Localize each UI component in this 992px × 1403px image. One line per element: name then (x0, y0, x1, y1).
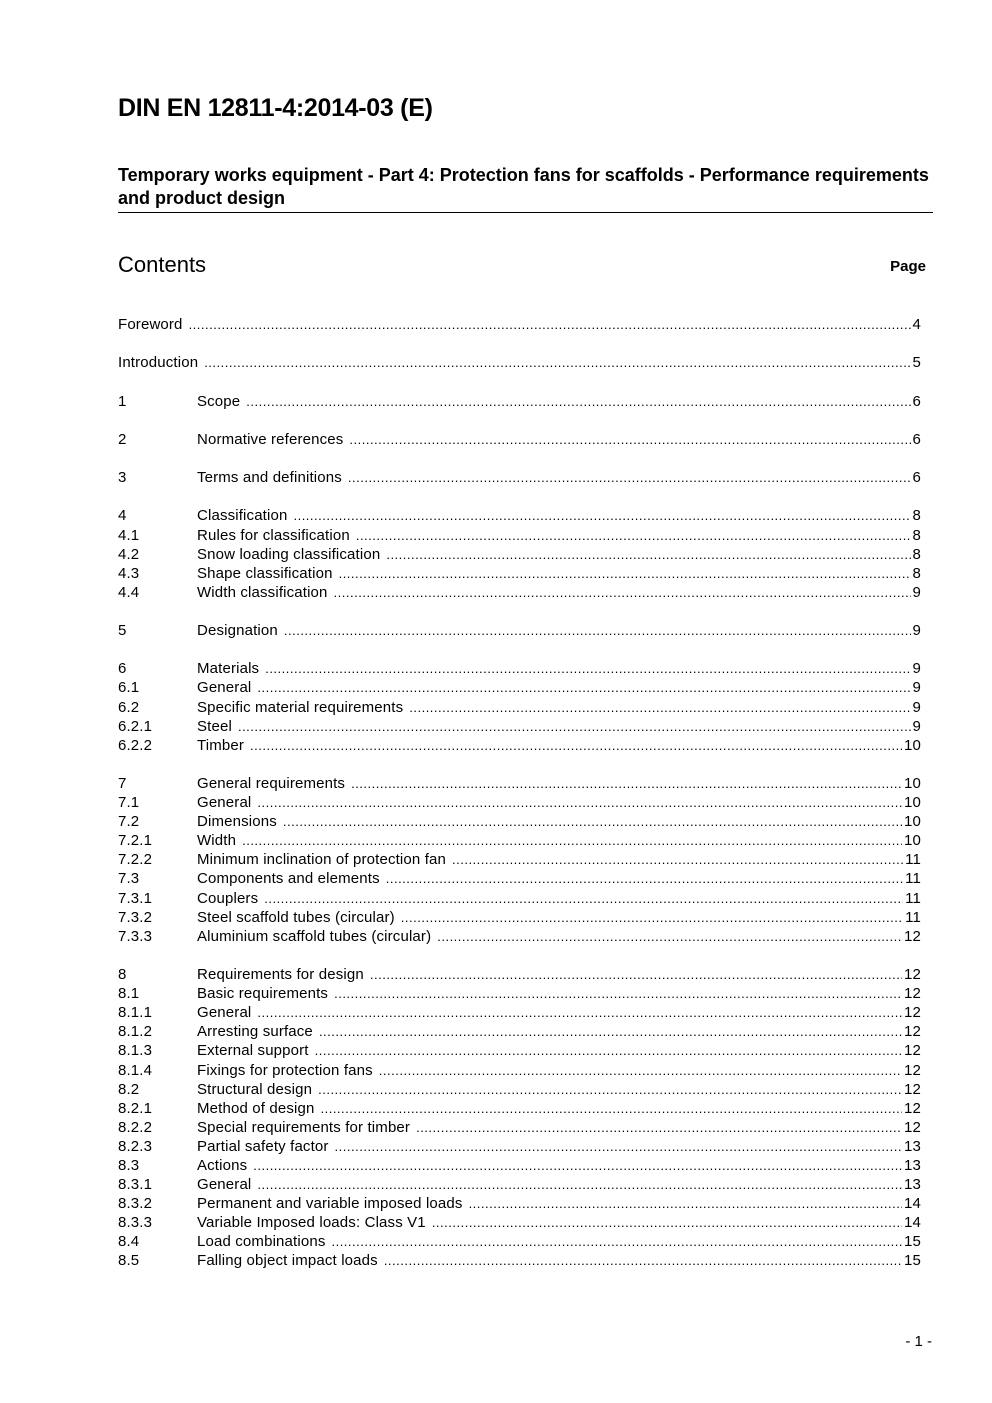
toc-leader-dots (384, 1251, 902, 1270)
toc-entry[interactable] (118, 908, 921, 927)
toc-entry-number: 4.2 (118, 545, 140, 563)
toc-entry-page: 12 (904, 1080, 921, 1098)
toc-entry-page: 5 (912, 354, 921, 372)
toc-entry[interactable] (118, 1041, 921, 1060)
toc-entry[interactable] (118, 1118, 921, 1137)
toc-leader-dots (351, 774, 902, 793)
toc-entry-number: 8.3 (118, 1156, 140, 1174)
toc-entry-number: 6.2.2 (118, 736, 153, 754)
toc-entry[interactable] (118, 545, 921, 564)
toc-leader-dots (319, 1022, 902, 1041)
toc-entry-page: 12 (904, 1023, 921, 1041)
contents-heading: Contents (118, 252, 207, 277)
toc-entry-number: 8.3.1 (118, 1176, 153, 1194)
toc-entry-title: External support (197, 1042, 309, 1060)
toc-entry-title: Minimum inclination of protection fan (197, 851, 446, 869)
toc-entry-title: General (197, 1004, 252, 1022)
toc-entry-page: 9 (912, 583, 921, 601)
toc-entry[interactable] (118, 526, 921, 545)
toc-entry-number: 8.2.2 (118, 1118, 153, 1136)
toc-entry-title: Steel (197, 717, 232, 735)
toc-entry[interactable] (118, 583, 921, 602)
toc-entry-page: 15 (904, 1252, 921, 1270)
toc-entry-page: 12 (904, 1042, 921, 1060)
toc-entry-page: 13 (904, 1156, 921, 1174)
toc-entry-number: 3 (118, 469, 127, 487)
toc-leader-dots (339, 564, 911, 583)
toc-entry-page: 12 (904, 985, 921, 1003)
toc-leader-dots (409, 698, 910, 717)
toc-entry-page: 15 (904, 1233, 921, 1251)
toc-entry-page: 10 (904, 775, 921, 792)
toc-entry-page: 12 (904, 966, 921, 984)
toc-entry-number: 8.3.3 (118, 1214, 153, 1232)
toc-entry[interactable] (118, 698, 921, 717)
toc-entry-page: 6 (912, 469, 921, 487)
toc-entry-title: Classification (197, 507, 288, 525)
toc-entry[interactable] (118, 353, 921, 372)
toc-entry[interactable] (118, 659, 921, 678)
toc-entry-title: Designation (197, 622, 278, 640)
toc-entry-page: 12 (904, 1061, 921, 1079)
toc-entry-page: 11 (905, 851, 921, 869)
toc-entry-page: 9 (912, 717, 921, 735)
toc-entry-title: Basic requirements (197, 985, 329, 1003)
toc-leader-dots (283, 812, 902, 831)
toc-entry-title: General (197, 1176, 252, 1194)
toc-entry-title: Aluminium scaffold tubes (circular) (197, 927, 432, 945)
toc-entry-title: Width (197, 832, 237, 850)
toc-entry-title: Dimensions (197, 813, 277, 831)
toc-entry[interactable] (118, 869, 921, 888)
toc-leader-dots (189, 315, 911, 334)
toc-entry[interactable] (118, 736, 921, 755)
toc-entry-number: 7.2.2 (118, 851, 153, 869)
toc-entry[interactable] (118, 831, 921, 850)
toc-entry-title: Materials (197, 660, 260, 678)
toc-entry-title: Special requirements for timber (197, 1118, 411, 1136)
toc-entry[interactable] (118, 621, 921, 640)
toc-entry[interactable] (118, 812, 921, 831)
toc-entry[interactable] (118, 468, 921, 487)
toc-leader-dots (257, 1175, 902, 1194)
toc-entry-page: 12 (904, 927, 921, 945)
toc-entry-number: 7.2 (118, 813, 140, 831)
toc-entry-page: 6 (912, 392, 921, 410)
toc-entry[interactable] (118, 1080, 921, 1099)
toc-entry-title: General (197, 679, 252, 697)
toc-entry-title: Steel scaffold tubes (circular) (197, 908, 395, 926)
toc-leader-dots (386, 545, 910, 564)
toc-leader-dots (348, 468, 911, 487)
toc-entry-number: 8.2 (118, 1080, 140, 1098)
toc-entry-title: General requirements (197, 775, 346, 792)
toc-entry-page: 13 (904, 1176, 921, 1194)
toc-entry-page: 10 (904, 736, 921, 754)
toc-leader-dots (469, 1194, 902, 1213)
toc-entry-title: Arresting surface (197, 1023, 313, 1041)
toc-entry-number: 7.3.2 (118, 908, 153, 926)
toc-entry[interactable] (118, 564, 921, 583)
document-id: DIN EN 12811-4:2014-03 (E) (118, 94, 433, 122)
toc-entry-number: 7.3.1 (118, 889, 153, 907)
toc-entry[interactable] (118, 1213, 921, 1232)
toc-entry[interactable] (118, 1022, 921, 1041)
toc-entry[interactable] (118, 984, 921, 1003)
toc-entry-page: 11 (905, 889, 921, 907)
toc-entry-number: 8.2.1 (118, 1099, 153, 1117)
toc-entry-page: 9 (912, 698, 921, 716)
toc-leader-dots (386, 869, 903, 888)
toc-entry[interactable] (118, 1003, 921, 1022)
toc-entry[interactable] (118, 430, 921, 449)
toc-entry-number: 1 (118, 392, 127, 410)
toc-entry-number: 8.5 (118, 1252, 140, 1270)
toc-leader-dots (242, 831, 902, 850)
toc-entry[interactable] (118, 1061, 921, 1080)
table-of-contents (118, 315, 921, 1271)
toc-entry-title: Fixings for protection fans (197, 1061, 373, 1079)
toc-leader-dots (284, 621, 911, 640)
toc-leader-dots (246, 392, 910, 411)
toc-entry-title: Partial safety factor (197, 1137, 329, 1155)
toc-entry-title: Falling object impact loads (197, 1252, 378, 1270)
toc-entry[interactable] (118, 927, 921, 946)
toc-entry[interactable] (118, 1194, 921, 1213)
toc-entry-number: 7 (118, 775, 127, 792)
toc-entry-title: Rules for classification (197, 526, 350, 544)
toc-leader-dots (349, 430, 910, 449)
toc-entry-title: Structural design (197, 1080, 313, 1098)
toc-leader-dots (293, 506, 910, 525)
toc-entry-page: 14 (904, 1195, 921, 1213)
toc-entry-number: 4 (118, 507, 127, 525)
toc-entry[interactable] (118, 506, 921, 525)
toc-leader-dots (250, 736, 902, 755)
toc-entry-title: Scope (197, 392, 241, 410)
toc-leader-dots (334, 583, 911, 602)
toc-entry-title: Terms and definitions (197, 469, 342, 487)
toc-entry-number: 4.4 (118, 583, 140, 601)
toc-leader-dots (452, 850, 903, 869)
toc-entry-page: 9 (912, 660, 921, 678)
toc-entry-title: Normative references (197, 430, 344, 448)
toc-leader-dots (401, 908, 903, 927)
toc-leader-dots (265, 659, 910, 678)
toc-leader-dots (257, 678, 910, 697)
toc-entry-page: 13 (904, 1137, 921, 1155)
toc-leader-dots (320, 1099, 902, 1118)
toc-entry-title: Variable Imposed loads: Class V1 (197, 1214, 426, 1232)
toc-leader-dots (264, 889, 903, 908)
toc-entry-title: Introduction (118, 354, 199, 372)
page-number: - 1 - (905, 1333, 932, 1350)
toc-entry-page: 8 (912, 564, 921, 582)
toc-leader-dots (370, 965, 902, 984)
toc-leader-dots (379, 1061, 902, 1080)
toc-entry-number: 8.1.2 (118, 1023, 153, 1041)
page-column-label: Page (890, 258, 926, 275)
toc-entry-title: Shape classification (197, 564, 333, 582)
toc-leader-dots (335, 1137, 902, 1156)
toc-entry-number: 6 (118, 660, 127, 678)
toc-leader-dots (318, 1080, 902, 1099)
toc-entry-page: 10 (904, 832, 921, 850)
toc-entry[interactable] (118, 774, 921, 793)
toc-entry-title: Specific material requirements (197, 698, 404, 716)
toc-entry-number: 6.2.1 (118, 717, 153, 735)
document-subtitle: Temporary works equipment - Part 4: Protection fans for scaffolds - Performance requirements and product design (118, 164, 933, 213)
toc-entry-number: 8.2.3 (118, 1137, 153, 1155)
toc-entry[interactable] (118, 678, 921, 697)
toc-entry-number: 8.4 (118, 1233, 140, 1251)
toc-entry-title: Requirements for design (197, 966, 364, 984)
toc-entry-page: 9 (912, 679, 921, 697)
toc-leader-dots (257, 793, 902, 812)
toc-leader-dots (356, 526, 911, 545)
toc-entry[interactable] (118, 1232, 921, 1251)
toc-entry[interactable] (118, 1137, 921, 1156)
toc-entry-number: 6.1 (118, 679, 140, 697)
toc-leader-dots (331, 1232, 902, 1251)
toc-entry-title: Snow loading classification (197, 545, 381, 563)
toc-entry-title: General (197, 794, 252, 812)
toc-entry-number: 8 (118, 966, 127, 984)
toc-entry[interactable] (118, 717, 921, 736)
toc-entry-number: 8.3.2 (118, 1195, 153, 1213)
toc-leader-dots (238, 717, 911, 736)
toc-entry[interactable] (118, 793, 921, 812)
toc-entry[interactable] (118, 965, 921, 984)
toc-entry-number: 8.1.3 (118, 1042, 153, 1060)
toc-entry-title: Couplers (197, 889, 259, 907)
toc-leader-dots (204, 353, 910, 372)
toc-entry-number: 2 (118, 430, 127, 448)
toc-leader-dots (432, 1213, 902, 1232)
toc-entry-page: 8 (912, 507, 921, 525)
toc-entry-number: 7.3.3 (118, 927, 153, 945)
toc-entry-page: 8 (912, 545, 921, 563)
toc-entry-page: 11 (905, 908, 921, 926)
toc-entry-number: 6.2 (118, 698, 140, 716)
toc-entry[interactable] (118, 1175, 921, 1194)
toc-entry-page: 4 (912, 316, 921, 333)
toc-entry-title: Load combinations (197, 1233, 326, 1251)
toc-entry-title: Actions (197, 1156, 248, 1174)
toc-entry-page: 6 (912, 430, 921, 448)
toc-entry[interactable] (118, 315, 921, 334)
toc-entry-number: 7.3 (118, 870, 140, 888)
toc-entry[interactable] (118, 889, 921, 908)
toc-leader-dots (253, 1156, 902, 1175)
toc-entry-page: 10 (904, 794, 921, 812)
toc-entry-page: 14 (904, 1214, 921, 1232)
toc-leader-dots (334, 984, 902, 1003)
toc-entry-title: Components and elements (197, 870, 380, 888)
toc-entry-page: 12 (904, 1004, 921, 1022)
toc-entry[interactable] (118, 392, 921, 411)
toc-entry-number: 8.1.1 (118, 1004, 153, 1022)
toc-entry-page: 8 (912, 526, 921, 544)
toc-leader-dots (257, 1003, 902, 1022)
toc-entry-page: 10 (904, 813, 921, 831)
toc-entry-title: Width classification (197, 583, 328, 601)
toc-entry-number: 7.2.1 (118, 832, 153, 850)
toc-entry-number: 7.1 (118, 794, 140, 812)
toc-entry[interactable] (118, 850, 921, 869)
toc-entry-page: 12 (904, 1118, 921, 1136)
toc-entry-page: 9 (912, 622, 921, 640)
toc-entry-page: 12 (904, 1099, 921, 1117)
toc-leader-dots (437, 927, 902, 946)
toc-entry-title: Method of design (197, 1099, 315, 1117)
toc-entry-page: 11 (905, 870, 921, 888)
toc-entry-title: Foreword (118, 316, 183, 333)
toc-entry[interactable] (118, 1099, 921, 1118)
toc-entry[interactable] (118, 1156, 921, 1175)
toc-entry[interactable] (118, 1251, 921, 1270)
toc-leader-dots (315, 1041, 902, 1060)
toc-entry-number: 8.1.4 (118, 1061, 153, 1079)
toc-leader-dots (416, 1118, 902, 1137)
toc-entry-title: Timber (197, 736, 245, 754)
toc-entry-number: 4.3 (118, 564, 140, 582)
toc-entry-number: 8.1 (118, 985, 140, 1003)
toc-entry-title: Permanent and variable imposed loads (197, 1195, 463, 1213)
toc-entry-number: 4.1 (118, 526, 140, 544)
toc-entry-number: 5 (118, 622, 127, 640)
